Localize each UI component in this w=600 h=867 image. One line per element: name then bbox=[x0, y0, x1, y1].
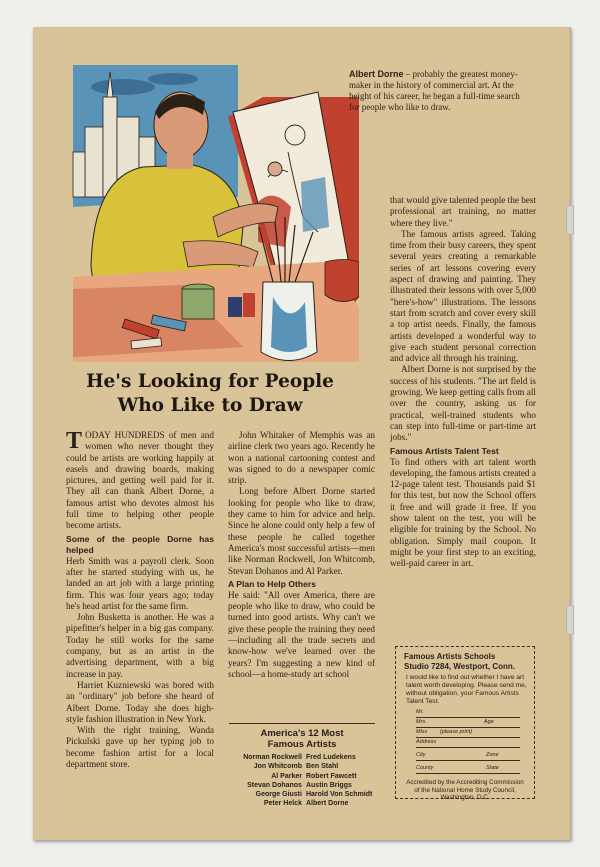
city-zone-field[interactable] bbox=[416, 751, 520, 761]
artist-name: Ben Stahl bbox=[305, 763, 339, 771]
article-column-2 bbox=[228, 430, 375, 680]
label-state: State bbox=[486, 765, 499, 771]
artist-name: Albert Dorne bbox=[305, 800, 349, 808]
label-county: County bbox=[416, 765, 434, 771]
staple-bottom bbox=[566, 605, 574, 635]
artist-name: Austin Briggs bbox=[305, 781, 352, 789]
lead-in: ODAY HUNDREDS bbox=[85, 430, 165, 440]
intro-text: of men and women who never thought they could be artists are working happily at easels and drawing boards, making pictures, and getting well paid for it. They all can thank Albert Dorne, a famous artist who devotes almost his full time to helping other people become artists. bbox=[66, 430, 214, 531]
label-city: City bbox=[416, 752, 426, 758]
paragraph-john-busketta: John Busketta is another. He was a pipefitter's helper in a big gas company. Today he still works for the same company, but as an artist in the advertising department, with a big increase in pay. bbox=[66, 612, 214, 679]
artists-list bbox=[229, 753, 375, 809]
subhead-people-helped: Some of the people Dorne has helped bbox=[66, 533, 214, 555]
paragraph-continued: that would give talented people the best professional art training, no matter where they live." bbox=[390, 195, 536, 228]
article-column-1 bbox=[66, 430, 214, 770]
mail-coupon[interactable] bbox=[395, 646, 535, 799]
artists-box-title-line-1: America's 12 Most bbox=[260, 728, 344, 739]
headline bbox=[60, 370, 360, 418]
intro-paragraph bbox=[66, 430, 214, 532]
artists-left-column bbox=[229, 753, 306, 809]
drop-cap: T bbox=[66, 428, 83, 454]
artists-box-title bbox=[229, 728, 375, 750]
paragraph-talent-test: To find others with art talent worth developing, the famous artists created a 12-page talent test. Thousands paid $1 for this test, but now the School offers it free and will grade it free. If you show talent on the test, you will be eligible for training by the School. No obligation. Simply mail coupon. It might be your first step to an exciting, well-paid career in art. bbox=[390, 456, 536, 569]
subhead-plan: A Plan to Help Others bbox=[228, 578, 317, 589]
paragraph-artists-agreed: The famous artists agreed. Taking time from their busy careers, they spent several years creating a remarkable series of art lessons covering every aspect of drawing and painting. They illustrated their lessons with over 5,000 "here's-how" illustrations. The lessons start from scratch and cover every skill a top artist needs. Finally, the famous artists developed a wonderful way to give each student personal correction and advice all through his training. bbox=[390, 228, 536, 364]
artist-name: George Giusti bbox=[255, 791, 302, 799]
artist-name: Fred Ludekens bbox=[305, 754, 356, 761]
famous-artists-box bbox=[229, 723, 375, 806]
artist-name: Harold Von Schmidt bbox=[305, 791, 373, 799]
paragraph-harriet: Harriet Kuzniewski was bored with an "ordinary" job before she heard of Albert Dorne. Today she does high-style fashion illustration in New York. bbox=[66, 679, 214, 724]
paragraph-long-before: Long before Albert Dorne started looking for people who like to draw, they came to him for advice and help. Since he alone could only help a few of these people he called together America's most successful artists—men like Norman Rockwell, Jon Whitcomb, Stevan Dohanos and Al Parker. bbox=[228, 486, 375, 576]
artist-name: Jon Whitcomb bbox=[253, 763, 302, 771]
address-field[interactable] bbox=[416, 738, 520, 748]
subhead-talent-test: Famous Artists Talent Test bbox=[390, 445, 499, 456]
paragraph-herb-smith: Herb Smith was a payroll clerk. Soon after he started studying with us, he landed an art job with a large printing firm. This was four years ago; today he's head artist for the same firm. bbox=[66, 555, 214, 611]
article-column-3 bbox=[390, 195, 536, 570]
county-state-field[interactable] bbox=[416, 764, 520, 774]
label-address: Address bbox=[416, 739, 437, 745]
artists-right-column bbox=[306, 753, 375, 809]
headline-line-2: Who Like to Draw bbox=[117, 395, 303, 416]
caption-name: Albert Dorne bbox=[349, 69, 404, 79]
coupon-school-name: Famous Artists Schools bbox=[404, 652, 496, 661]
staple-top bbox=[566, 205, 574, 235]
headline-line-1: He's Looking for People bbox=[86, 371, 334, 392]
label-zone: Zone bbox=[486, 752, 499, 758]
artists-box-title-line-2: Famous Artists bbox=[267, 739, 337, 750]
artist-name: Peter Helck bbox=[263, 800, 302, 808]
label-mrs: Mrs. bbox=[416, 719, 427, 725]
name-field[interactable] bbox=[416, 708, 520, 718]
paragraph-wanda: With the right training, Wanda Pickulski gave up her typing job to become fashion artist for a local department store. bbox=[66, 725, 214, 770]
coupon-header bbox=[404, 652, 528, 671]
coupon-address: Studio 7284, Westport, Conn. bbox=[404, 661, 515, 671]
label-please-print: (please print) bbox=[440, 729, 473, 735]
caption-text: – probably the greatest money-maker in the history of commercial art. At the height of his career, he began a full-time search for people who like to draw. bbox=[349, 69, 520, 112]
label-mr: Mr. bbox=[416, 709, 424, 715]
artist-illustration bbox=[63, 57, 359, 362]
coupon-name-fields bbox=[406, 708, 528, 774]
paragraph-john-whitaker: John Whitaker of Memphis was an airline clerk two years ago. Recently he won a national cartooning contest and was signed to do a newspaper comic strip. bbox=[228, 430, 375, 486]
paragraph-he-said: He said: "All over America, there are people who like to draw, who could be turned into good artists. Why can't we give these people the training they need—including all the trade secrets and know-how we've learned over the years? I'm suggesting a new kind of school—a home-study art school bbox=[228, 589, 375, 679]
illustration-caption bbox=[349, 69, 527, 113]
artist-name: Stevan Dohanos bbox=[247, 781, 302, 789]
paragraph-not-surprised: Albert Dorne is not surprised by the success of his students. "The art field is growing. We keep getting calls from all over the country, asking us for practical, well-trained students who can step into full-time or part-time art jobs." bbox=[390, 364, 536, 443]
artist-name: Norman Rockwell bbox=[243, 754, 302, 761]
artist-name: Al Parker bbox=[271, 772, 302, 780]
accreditation-note: Accredited by the Accrediting Commission of the National Home Study Council, Washington, D.C. bbox=[406, 779, 524, 801]
label-miss: Miss bbox=[416, 729, 428, 735]
label-age: Age bbox=[484, 719, 494, 725]
coupon-body: I would like to find out whether I have art talent worth developing. Please send me, without obligation, your Famous Artists Talent Test. bbox=[406, 674, 527, 705]
artist-name: Robert Fawcett bbox=[305, 772, 357, 780]
